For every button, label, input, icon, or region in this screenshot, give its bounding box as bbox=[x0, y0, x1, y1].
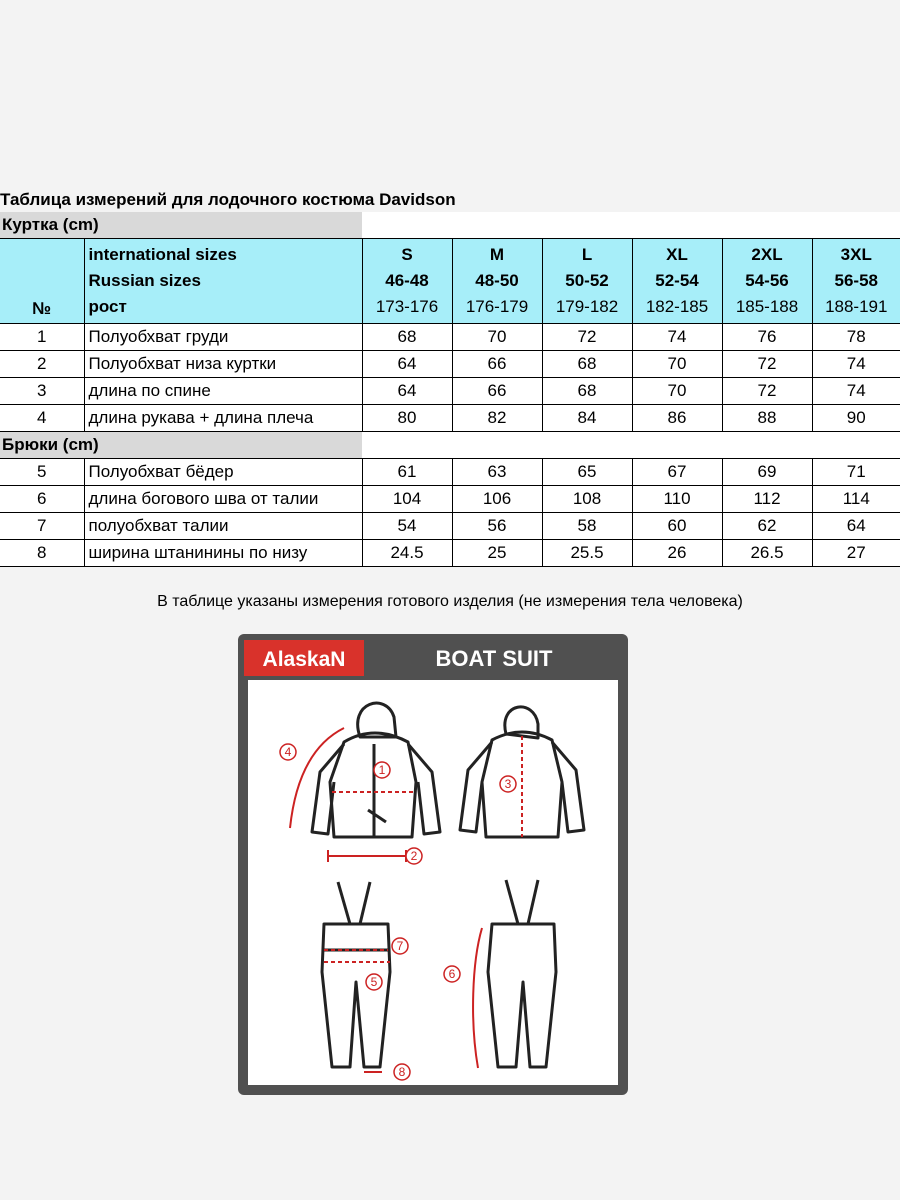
header-no: № bbox=[0, 239, 84, 324]
value-cell: 60 bbox=[632, 513, 722, 540]
value-cell: 66 bbox=[452, 378, 542, 405]
value-cell: 54 bbox=[362, 513, 452, 540]
value-cell: 63 bbox=[452, 459, 542, 486]
table-row bbox=[0, 324, 900, 351]
value-cell: 70 bbox=[632, 378, 722, 405]
diagram-canvas bbox=[248, 680, 618, 1085]
marker-label: 7 bbox=[396, 939, 404, 953]
page-title: Таблица измерений для лодочного костюма Davidson bbox=[0, 190, 456, 209]
marker-7 bbox=[392, 938, 408, 954]
marker-label: 3 bbox=[504, 777, 512, 791]
table-row bbox=[0, 351, 900, 378]
marker-label: 4 bbox=[284, 745, 292, 759]
product-title: BOAT SUIT bbox=[435, 646, 553, 671]
measure-name: Полуобхват бёдер bbox=[84, 459, 362, 486]
measure-name: Полуобхват низа куртки bbox=[84, 351, 362, 378]
intl-size: L bbox=[581, 245, 593, 264]
value-cell: 70 bbox=[452, 324, 542, 351]
value-cell: 70 bbox=[632, 351, 722, 378]
brand-logo: AlaskaN bbox=[262, 648, 346, 671]
value-cell: 27 bbox=[812, 540, 900, 567]
section-label-jacket: Куртка (cm) bbox=[0, 212, 362, 239]
value-cell: 104 bbox=[362, 486, 452, 513]
value-cell: 84 bbox=[542, 405, 632, 432]
row-number: 1 bbox=[0, 324, 84, 351]
height-range: 182-185 bbox=[645, 297, 709, 316]
measure-name: ширина штанинины по низу bbox=[84, 540, 362, 567]
value-cell: 80 bbox=[362, 405, 452, 432]
size-col-m bbox=[452, 239, 542, 324]
measure-name: длина богового шва от талии bbox=[84, 486, 362, 513]
intl-size: 2XL bbox=[751, 245, 783, 264]
value-cell: 65 bbox=[542, 459, 632, 486]
ru-size: 54-56 bbox=[745, 271, 789, 290]
value-cell: 114 bbox=[812, 486, 900, 513]
value-cell: 74 bbox=[632, 324, 722, 351]
intl-size: XL bbox=[666, 245, 688, 264]
height-range: 176-179 bbox=[465, 297, 529, 316]
value-cell: 71 bbox=[812, 459, 900, 486]
value-cell: 106 bbox=[452, 486, 542, 513]
size-col-xl bbox=[632, 239, 722, 324]
marker-label: 1 bbox=[378, 763, 386, 777]
marker-3 bbox=[500, 776, 516, 792]
measurement-note: В таблице указаны измерения готового изделия (не измерения тела человека) bbox=[157, 593, 743, 610]
value-cell: 62 bbox=[722, 513, 812, 540]
marker-label: 2 bbox=[410, 849, 418, 863]
value-cell: 26 bbox=[632, 540, 722, 567]
header-label-height: рост bbox=[88, 297, 127, 316]
table-row bbox=[0, 486, 900, 513]
ru-size: 52-54 bbox=[655, 271, 699, 290]
measure-name: полуобхват талии bbox=[84, 513, 362, 540]
intl-size: S bbox=[401, 245, 413, 264]
value-cell: 112 bbox=[722, 486, 812, 513]
marker-1 bbox=[374, 762, 390, 778]
section-jacket bbox=[0, 212, 900, 239]
value-cell: 68 bbox=[542, 351, 632, 378]
ru-size: 56-58 bbox=[834, 271, 878, 290]
value-cell: 72 bbox=[722, 378, 812, 405]
value-cell: 25.5 bbox=[542, 540, 632, 567]
ru-size: 50-52 bbox=[565, 271, 609, 290]
value-cell: 64 bbox=[362, 378, 452, 405]
value-cell: 56 bbox=[452, 513, 542, 540]
size-col-3xl bbox=[812, 239, 900, 324]
value-cell: 88 bbox=[722, 405, 812, 432]
header-labels bbox=[84, 239, 362, 324]
row-number: 6 bbox=[0, 486, 84, 513]
section-trousers bbox=[0, 432, 900, 459]
value-cell: 67 bbox=[632, 459, 722, 486]
measurement-diagram bbox=[236, 632, 630, 1097]
marker-4 bbox=[280, 744, 296, 760]
height-range: 188-191 bbox=[825, 297, 888, 316]
value-cell: 90 bbox=[812, 405, 900, 432]
value-cell: 74 bbox=[812, 378, 900, 405]
table-row bbox=[0, 405, 900, 432]
header-label-intl: international sizes bbox=[88, 245, 237, 264]
size-table bbox=[0, 212, 900, 567]
table-row bbox=[0, 513, 900, 540]
measure-name: длина по спине bbox=[84, 378, 362, 405]
value-cell: 82 bbox=[452, 405, 542, 432]
height-range: 179-182 bbox=[555, 297, 619, 316]
value-cell: 26.5 bbox=[722, 540, 812, 567]
value-cell: 76 bbox=[722, 324, 812, 351]
size-col-l bbox=[542, 239, 632, 324]
value-cell: 74 bbox=[812, 351, 900, 378]
marker-label: 8 bbox=[398, 1065, 406, 1079]
marker-label: 6 bbox=[448, 967, 456, 981]
section-label-trousers: Брюки (cm) bbox=[0, 432, 362, 459]
marker-2 bbox=[406, 848, 422, 864]
value-cell: 68 bbox=[362, 324, 452, 351]
value-cell: 66 bbox=[452, 351, 542, 378]
header-label-ru: Russian sizes bbox=[88, 271, 201, 290]
height-range: 185-188 bbox=[735, 297, 799, 316]
intl-size: M bbox=[489, 245, 505, 264]
row-number: 7 bbox=[0, 513, 84, 540]
value-cell: 64 bbox=[812, 513, 900, 540]
marker-5 bbox=[366, 974, 382, 990]
row-number: 2 bbox=[0, 351, 84, 378]
intl-size: 3XL bbox=[840, 245, 872, 264]
value-cell: 64 bbox=[362, 351, 452, 378]
marker-6 bbox=[444, 966, 460, 982]
ru-size: 48-50 bbox=[475, 271, 519, 290]
row-number: 4 bbox=[0, 405, 84, 432]
value-cell: 78 bbox=[812, 324, 900, 351]
row-number: 8 bbox=[0, 540, 84, 567]
value-cell: 24.5 bbox=[362, 540, 452, 567]
value-cell: 108 bbox=[542, 486, 632, 513]
table-row bbox=[0, 540, 900, 567]
table-row bbox=[0, 459, 900, 486]
measure-name: Полуобхват груди bbox=[84, 324, 362, 351]
header-row bbox=[0, 239, 900, 324]
size-col-2xl bbox=[722, 239, 812, 324]
value-cell: 68 bbox=[542, 378, 632, 405]
height-range: 173-176 bbox=[375, 297, 439, 316]
marker-label: 5 bbox=[370, 975, 378, 989]
value-cell: 61 bbox=[362, 459, 452, 486]
value-cell: 25 bbox=[452, 540, 542, 567]
row-number: 3 bbox=[0, 378, 84, 405]
table-row bbox=[0, 378, 900, 405]
size-col-s bbox=[362, 239, 452, 324]
value-cell: 69 bbox=[722, 459, 812, 486]
value-cell: 86 bbox=[632, 405, 722, 432]
value-cell: 72 bbox=[542, 324, 632, 351]
value-cell: 110 bbox=[632, 486, 722, 513]
row-number: 5 bbox=[0, 459, 84, 486]
measure-name: длина рукава + длина плеча bbox=[84, 405, 362, 432]
marker-8 bbox=[394, 1064, 410, 1080]
value-cell: 58 bbox=[542, 513, 632, 540]
ru-size: 46-48 bbox=[385, 271, 429, 290]
value-cell: 72 bbox=[722, 351, 812, 378]
